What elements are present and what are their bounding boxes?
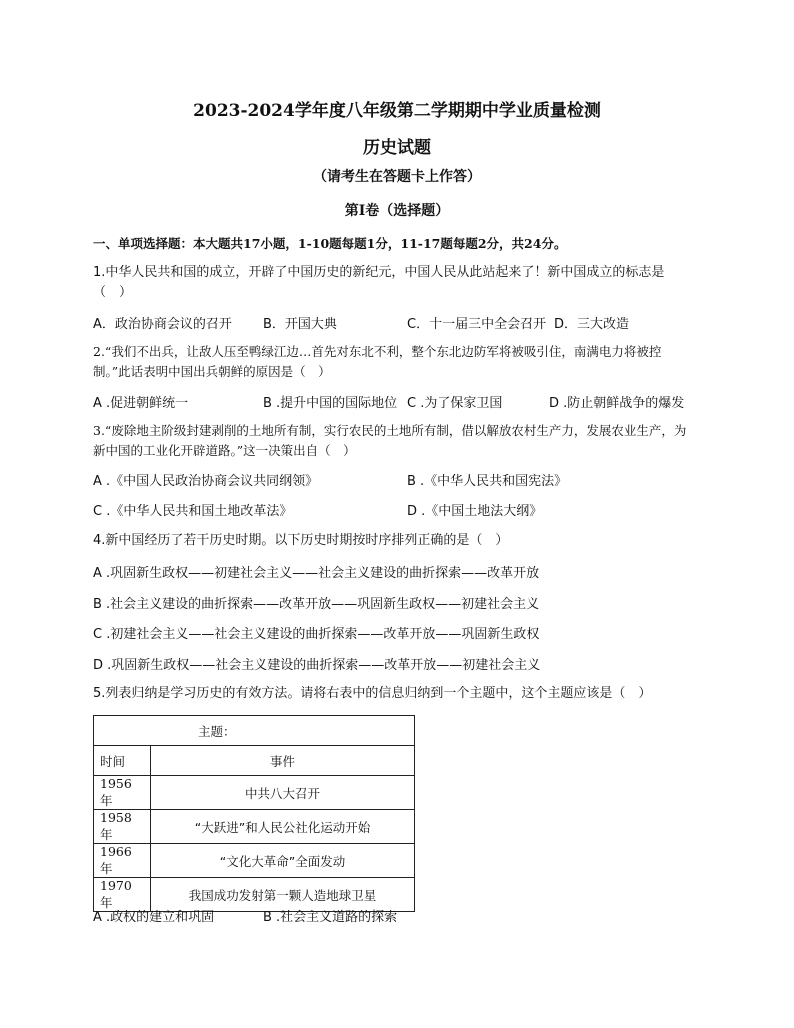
table-cell-time: 1956年 <box>94 776 151 810</box>
question-5-option-a: A .政权的建立和巩固 <box>93 910 215 925</box>
question-1-option-c: C．十一届三中全会召开 <box>407 317 547 332</box>
question-4-option-b: B .社会主义建设的曲折探索——改革开放——巩固新生政权——初建社会主义 <box>93 597 540 612</box>
question-1-stem: 1.中华人民共和国的成立，开辟了中国历史的新纪元，中国人民从此站起来了！新中国成立的标志是（ ） <box>93 265 665 300</box>
question-3-stem: 3.“废除地主阶级封建剥削的土地所有制，实行农民的土地所有制，借以解放农村生产力，发展农业生产，为新中国的工业化开辟道路。”这一决策出自（ ） <box>93 423 687 458</box>
question-3-option-a: A .《中国人民政治协商会议共同纲领》 <box>93 474 319 489</box>
question-2-stem: 2.“我们不出兵，让敌人压至鸭绿江边…首先对东北不利，整个东北边防军将被吸引住，南满电力将被控制。”此话表明中国出兵朝鲜的原因是（ ） <box>93 344 662 379</box>
question-2-option-c: C .为了保家卫国 <box>407 396 503 411</box>
question-1-option-a: A．政治协商会议的召开 <box>93 317 232 332</box>
question-1-option-d: D．三大改造 <box>554 317 630 332</box>
question-5-stem: 5.列表归纳是学习历史的有效方法。请将右表中的信息归纳到一个主题中，这个主题应该是（ ） <box>93 686 652 701</box>
question-1-option-b: B．开国大典 <box>263 317 337 332</box>
table-row <box>94 844 415 878</box>
exam-part: 第I卷（选择题） <box>344 203 450 219</box>
table-cell-time: 1970年 <box>94 878 151 912</box>
table-cell-event: “大跃进”和人民公社化运动开始 <box>151 810 415 844</box>
table-header-row <box>94 746 415 776</box>
table-cell-event: 我国成功发射第一颗人造地球卫星 <box>151 878 415 912</box>
question-3-option-d: D .《中国土地法大纲》 <box>407 504 543 519</box>
question-5-table <box>93 715 415 912</box>
question-4-stem: 4.新中国经历了若干历史时期。以下历史时期按时序排列正确的是（ ） <box>93 533 509 548</box>
question-3-option-c: C .《中华人民共和国土地改革法》 <box>93 504 293 519</box>
exam-subject: 历史试题 <box>363 138 431 158</box>
question-2-option-a: A .促进朝鲜统一 <box>93 396 189 411</box>
exam-note: （请考生在答题卡上作答） <box>313 169 481 185</box>
question-3-option-b: B .《中华人民共和国宪法》 <box>407 474 568 489</box>
table-header-time: 时间 <box>94 746 151 776</box>
table-caption-row <box>94 716 415 746</box>
section-heading: 一、单项选择题：本大题共17小题，1-10题每题1分，11-17题每题2分，共24分。 <box>93 236 567 251</box>
question-4-option-c: C .初建社会主义——社会主义建设的曲折探索——改革开放——巩固新生政权 <box>93 627 540 642</box>
question-5-option-b: B .社会主义道路的探索 <box>263 910 398 925</box>
table-cell-event: “文化大革命”全面发动 <box>151 844 415 878</box>
table-caption: 主题： <box>94 716 415 746</box>
table-row <box>94 776 415 810</box>
question-4-option-d: D .巩固新生政权——社会主义建设的曲折探索——改革开放——初建社会主义 <box>93 658 541 673</box>
table-cell-time: 1966年 <box>94 844 151 878</box>
table-header-event: 事件 <box>151 746 415 776</box>
table-row <box>94 810 415 844</box>
table-cell-event: 中共八大召开 <box>151 776 415 810</box>
table-cell-time: 1958年 <box>94 810 151 844</box>
question-2-option-d: D .防止朝鲜战争的爆发 <box>549 396 685 411</box>
exam-title: 2023-2024学年度八年级第二学期期中学业质量检测 <box>193 101 601 121</box>
question-4-option-a: A .巩固新生政权——初建社会主义——社会主义建设的曲折探索——改革开放 <box>93 566 540 581</box>
question-2-option-b: B .提升中国的国际地位 <box>263 396 398 411</box>
